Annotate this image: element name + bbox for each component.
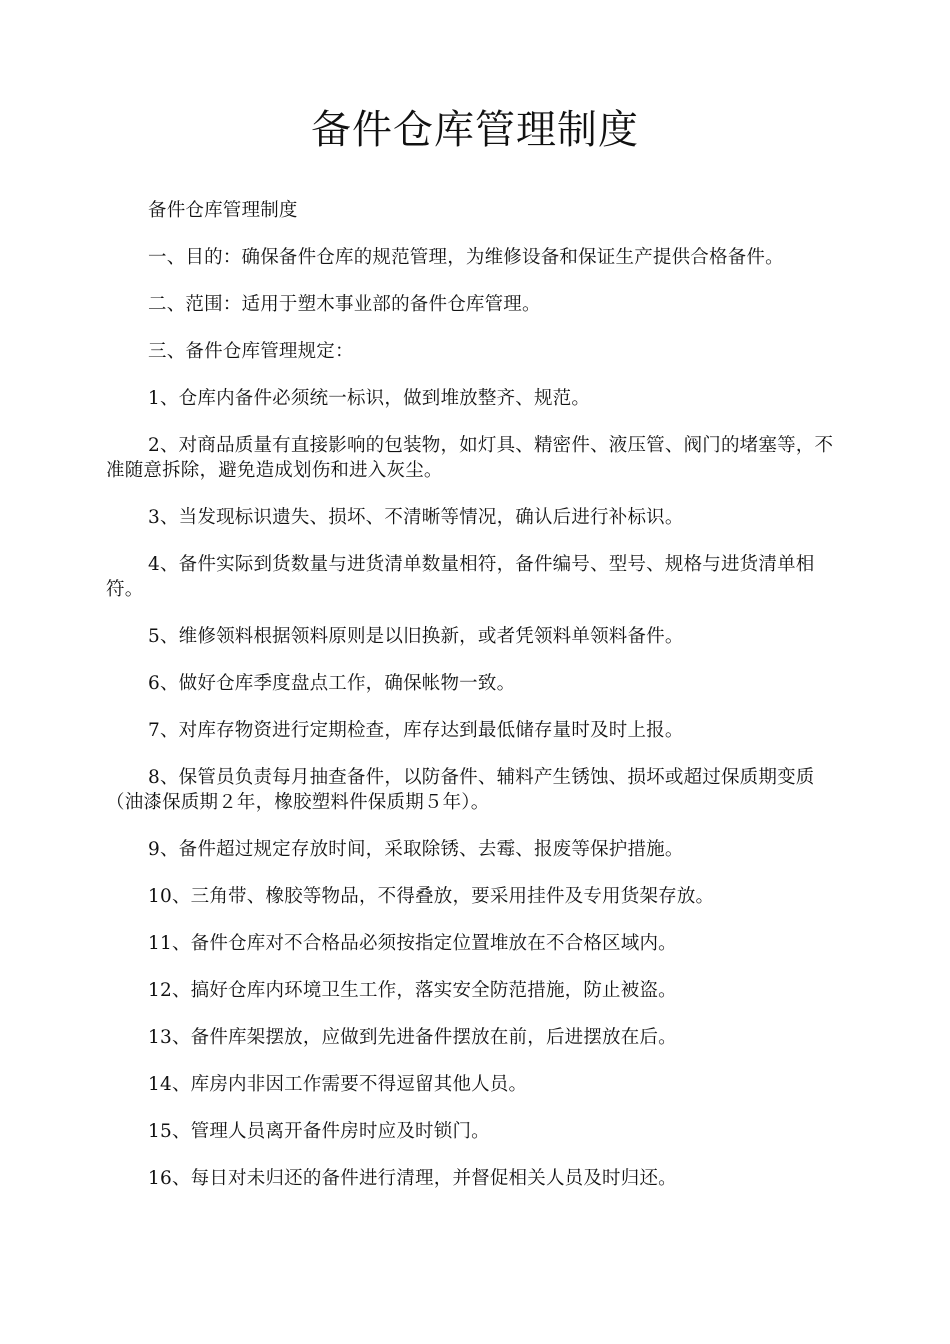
rule-item: 8、保管员负责每月抽查备件，以防备件、辅料产生锈蚀、损坏或超过保质期变质（油漆保质期２年，橡胶塑料件保质期５年）。 (106, 767, 815, 813)
rule-item: 6、做好仓库季度盘点工作，确保帐物一致。 (148, 673, 516, 694)
rule-item: 7、对库存物资进行定期检查，库存达到最低储存量时及时上报。 (148, 720, 684, 741)
rule-item: 12、搞好仓库内环境卫生工作，落实安全防范措施，防止被盗。 (148, 980, 677, 1001)
rules-heading: 三、备件仓库管理规定： (148, 341, 354, 362)
rule-item: 2、对商品质量有直接影响的包装物，如灯具、精密件、液压管、阀门的堵塞等，不准随意拆除，避免造成划伤和进入灰尘。 (106, 435, 834, 481)
purpose-paragraph: 一、目的：确保备件仓库的规范管理，为维修设备和保证生产提供合格备件。 (148, 247, 784, 268)
subtitle-paragraph: 备件仓库管理制度 (148, 200, 298, 221)
rule-item: 14、库房内非因工作需要不得逗留其他人员。 (148, 1074, 528, 1095)
document-title: 备件仓库管理制度 (311, 107, 639, 153)
rule-item: 3、当发现标识遗失、损坏、不清晰等情况，确认后进行补标识。 (148, 507, 684, 528)
rule-item: 5、维修领料根据领料原则是以旧换新，或者凭领料单领料备件。 (148, 626, 684, 647)
rule-item: 11、备件仓库对不合格品必须按指定位置堆放在不合格区域内。 (148, 933, 677, 954)
rule-item: 16、每日对未归还的备件进行清理，并督促相关人员及时归还。 (148, 1168, 677, 1189)
rule-item: 9、备件超过规定存放时间，采取除锈、去霉、报废等保护措施。 (148, 839, 684, 860)
rule-item: 15、管理人员离开备件房时应及时锁门。 (148, 1121, 490, 1142)
rule-item: 4、备件实际到货数量与进货清单数量相符，备件编号、型号、规格与进货清单相符。 (106, 554, 815, 600)
document-body (106, 198, 836, 1213)
rule-item: 13、备件库架摆放，应做到先进备件摆放在前，后进摆放在后。 (148, 1027, 677, 1048)
rule-item: 1、仓库内备件必须统一标识，做到堆放整齐、规范。 (148, 388, 591, 409)
scope-paragraph: 二、范围：适用于塑木事业部的备件仓库管理。 (148, 294, 541, 315)
rule-item: 10、三角带、橡胶等物品，不得叠放，要采用挂件及专用货架存放。 (148, 886, 715, 907)
